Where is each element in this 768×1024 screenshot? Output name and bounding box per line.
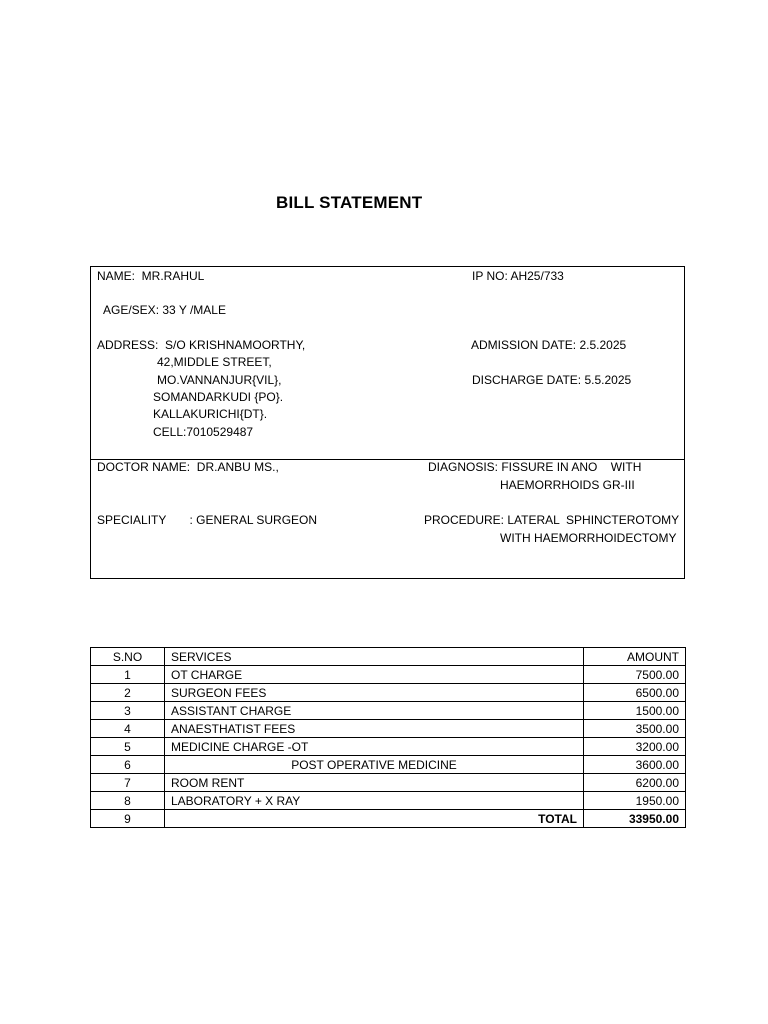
- diagnosis-line-1: DIAGNOSIS: FISSURE IN ANO WITH: [428, 460, 642, 474]
- row-service: OT CHARGE: [165, 666, 584, 684]
- table-row: [91, 756, 686, 774]
- speciality: SPECIALITY : GENERAL SURGEON: [97, 513, 318, 527]
- table-row: [91, 702, 686, 720]
- row-amount: 1950.00: [584, 792, 686, 810]
- address-line-3: MO.VANNANJUR{VIL},: [157, 373, 282, 387]
- procedure-line-2: WITH HAEMORRHOIDECTOMY: [500, 531, 677, 545]
- row-service: ASSISTANT CHARGE: [165, 702, 584, 720]
- table-row: [91, 774, 686, 792]
- header-amount: AMOUNT: [584, 648, 686, 666]
- row-sno: 8: [91, 792, 165, 810]
- ip-number: IP NO: AH25/733: [472, 269, 564, 283]
- row-sno: 2: [91, 684, 165, 702]
- row-amount: 3600.00: [584, 756, 686, 774]
- row-service: MEDICINE CHARGE -OT: [165, 738, 584, 756]
- table-header-row: [91, 648, 686, 666]
- row-service: ANAESTHATIST FEES: [165, 720, 584, 738]
- patient-name: NAME: MR.RAHUL: [97, 269, 205, 283]
- row-amount: 1500.00: [584, 702, 686, 720]
- row-sno: 7: [91, 774, 165, 792]
- table-row: [91, 792, 686, 810]
- address-line-1: ADDRESS: S/O KRISHNAMOORTHY,: [97, 338, 306, 352]
- page-title: BILL STATEMENT: [276, 193, 423, 212]
- header-sno: S.NO: [91, 648, 165, 666]
- patient-details-box: [90, 266, 685, 579]
- header-services: SERVICES: [165, 648, 584, 666]
- row-service: POST OPERATIVE MEDICINE: [165, 756, 584, 774]
- address-line-5: KALLAKURICHI{DT}.: [153, 407, 268, 421]
- row-sno: 4: [91, 720, 165, 738]
- address-line-2: 42,MIDDLE STREET,: [157, 355, 272, 369]
- row-sno: 1: [91, 666, 165, 684]
- age-sex: AGE/SEX: 33 Y /MALE: [103, 303, 226, 317]
- table-row: [91, 684, 686, 702]
- total-row: [91, 810, 686, 828]
- address-line-4: SOMANDARKUDI {PO}.: [153, 390, 284, 404]
- row-sno: 3: [91, 702, 165, 720]
- admission-date: ADMISSION DATE: 2.5.2025: [471, 338, 627, 352]
- address-line-6: CELL:7010529487: [153, 425, 254, 439]
- total-sno: 9: [91, 810, 165, 828]
- table-row: [91, 666, 686, 684]
- row-sno: 5: [91, 738, 165, 756]
- doctor-name: DOCTOR NAME: DR.ANBU MS.,: [97, 460, 279, 474]
- row-amount: 7500.00: [584, 666, 686, 684]
- row-sno: 6: [91, 756, 165, 774]
- row-service: ROOM RENT: [165, 774, 584, 792]
- row-amount: 6500.00: [584, 684, 686, 702]
- row-amount: 3200.00: [584, 738, 686, 756]
- table-row: [91, 738, 686, 756]
- total-label: TOTAL: [165, 810, 584, 828]
- table-row: [91, 720, 686, 738]
- row-service: LABORATORY + X RAY: [165, 792, 584, 810]
- discharge-date: DISCHARGE DATE: 5.5.2025: [472, 373, 632, 387]
- bill-table: [90, 647, 686, 828]
- diagnosis-line-2: HAEMORRHOIDS GR-III: [500, 478, 635, 492]
- row-amount: 3500.00: [584, 720, 686, 738]
- procedure-line-1: PROCEDURE: LATERAL SPHINCTEROTOMY: [424, 513, 680, 527]
- total-amount: 33950.00: [584, 810, 686, 828]
- row-service: SURGEON FEES: [165, 684, 584, 702]
- row-amount: 6200.00: [584, 774, 686, 792]
